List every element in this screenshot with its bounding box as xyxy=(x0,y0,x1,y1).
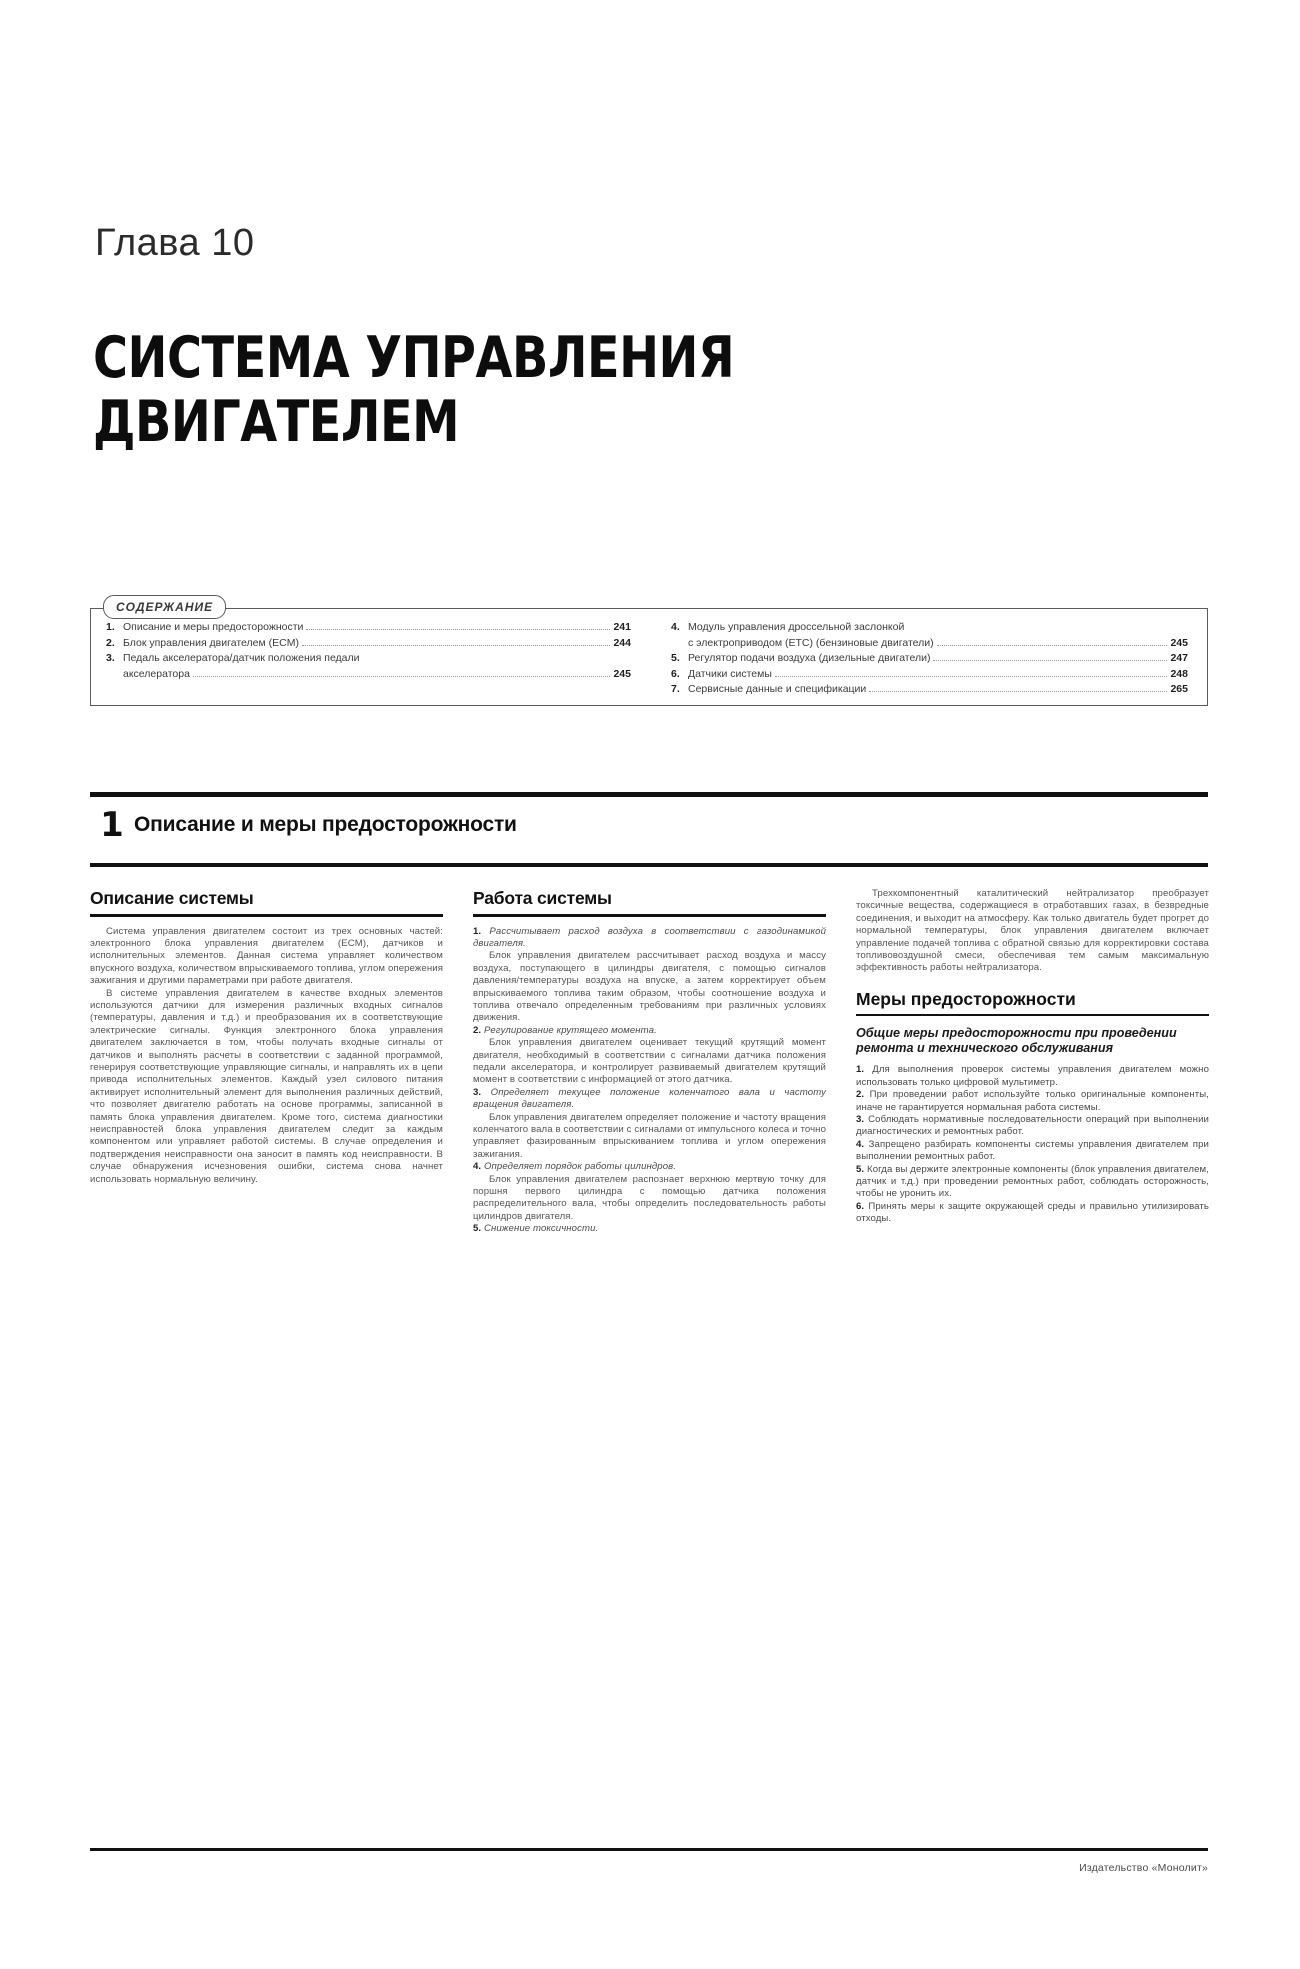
column-1-heading-rule xyxy=(90,914,443,917)
column-3-subheading: Общие меры предосторожности при проведении ремонта и технического обслуживания xyxy=(856,1026,1177,1056)
toc-entry-number: 2. xyxy=(106,636,115,649)
toc-entry[interactable] xyxy=(106,651,631,667)
toc-entry-page: 265 xyxy=(1170,683,1188,695)
toc-entry-label: с электроприводом (ETC) (бензиновые двигатели) xyxy=(688,636,934,649)
toc-entry[interactable] xyxy=(106,620,631,636)
toc-entry-leader xyxy=(306,629,610,630)
toc-entry[interactable] xyxy=(671,636,1188,652)
page-title-line-1: СИСТЕМА УПРАВЛЕНИЯ xyxy=(93,325,735,391)
numbered-item: 1. Для выполнения проверок системы управления двигателем можно использовать только цифровой мультиметр. xyxy=(856,1064,1210,1088)
table-of-contents xyxy=(90,620,1208,710)
toc-entry-leader xyxy=(775,676,1168,677)
toc-entry-leader xyxy=(937,645,1168,646)
footer-publisher: Издательство «Монолит» xyxy=(1079,1862,1208,1874)
column-3-heading-rule xyxy=(856,1014,1209,1017)
numbered-item: 6. Принять меры к защите окружающей среды и правильно утилизировать отходы. xyxy=(856,1200,1209,1225)
toc-entry-number: 6. xyxy=(671,667,680,680)
body-column-2 xyxy=(473,888,826,1828)
toc-entry-label: Педаль акселератора/датчик положения педали xyxy=(123,652,360,664)
numbered-item: 3. Определяет текущее положение коленчатого вала и частоту вращения двигателя. xyxy=(473,1086,826,1111)
numbered-item: 5. Когда вы держите электронные компоненты (блок управления двигателем, датчик и т.д.) при проведении ремонтных работ, соблюдать осторожность, чтобы не уронить их. xyxy=(856,1163,1209,1200)
numbered-item: 3. Соблюдать нормативные последовательности операций при выполнении диагностических и ремонтных работ. xyxy=(856,1113,1209,1138)
body-column-1 xyxy=(90,888,443,1828)
page-title xyxy=(93,327,874,455)
numbered-item-title: Снижение токсичности. xyxy=(483,1223,599,1235)
column-3-heading: Меры предосторожности xyxy=(856,988,1076,1009)
toc-entry[interactable] xyxy=(671,620,1188,636)
body-paragraph: Блок управления двигателем оценивает текущий крутящий момент двигателя, необходимый в соответствии с сигналами датчика положения педали акселератора, и контролирует развиваемый двигателем крутящий момент в соответствии с информацией от этого датчика. xyxy=(473,1037,826,1086)
numbered-item-title: Определяет порядок работы цилиндров. xyxy=(483,1161,677,1173)
table-of-contents-badge-label: СОДЕРЖАНИЕ xyxy=(116,600,214,614)
body-paragraph: Система управления двигателем состоит из трех основных частей: электронного блока управления двигателем (ECM), датчиков и исполнительных элементов. Данная система управляет количеством впускного воздуха, количеством впрыскиваемого топлива, углом опережения зажигания и другими параметрами при работе двигателя. xyxy=(90,925,443,987)
numbered-item-title: Определяет текущее положение коленчатого вала и частоту вращения двигателя. xyxy=(473,1086,826,1111)
toc-entry-number: 7. xyxy=(671,683,680,695)
toc-entry-page: 248 xyxy=(1170,667,1188,680)
page-title-line-2: ДВИГАТЕЛЕМ xyxy=(93,388,460,455)
section-title: Описание и меры предосторожности xyxy=(134,813,517,836)
toc-entry-page: 244 xyxy=(613,636,631,649)
toc-entry-leader xyxy=(869,691,1167,692)
toc-entry[interactable] xyxy=(106,636,631,652)
numbered-item: 4. Запрещено разбирать компоненты системы управления двигателем при выполнении ремонтных работ. xyxy=(856,1138,1209,1163)
numbered-item-title: Рассчитывает расход воздуха в соответствии с газодинамикой двигателя. xyxy=(473,925,826,949)
toc-entry-number: 3. xyxy=(106,652,115,664)
numbered-item: 2. При проведении работ используйте только оригинальные компоненты, иначе не гарантируется нормальная работа системы. xyxy=(856,1089,1210,1113)
toc-entry-label: Описание и меры предосторожности xyxy=(123,621,304,633)
toc-entry-number: 1. xyxy=(106,621,115,633)
toc-entry[interactable] xyxy=(671,682,1188,698)
toc-entry-leader xyxy=(933,660,1167,661)
toc-entry-page: 245 xyxy=(613,667,631,680)
numbered-item: 4. Определяет порядок работы цилиндров. xyxy=(473,1161,677,1173)
footer-divider xyxy=(90,1848,1208,1851)
chapter-label: Глава 10 xyxy=(95,222,255,264)
column-3-intro: Трехкомпонентный каталитический нейтрализатор преобразует токсичные вещества, содержащиеся в отработавших газах, в безвредные соединения, и выходит на атмосферу. Как только двигатель будет прогрет до нормальной температуры, блок управления двигателем включает управление подачей топлива с обратной связью для корректировки состава топливовоздушной смеси, обеспечивая тем самым максимальную эффективность работы нейтрализатора. xyxy=(856,888,1209,974)
table-of-contents-badge xyxy=(103,595,226,619)
toc-entry[interactable] xyxy=(671,667,1188,683)
toc-entry[interactable] xyxy=(671,651,1188,667)
toc-entry[interactable] xyxy=(106,667,631,683)
section-divider-bottom xyxy=(90,863,1208,867)
body-paragraph: Блок управления двигателем рассчитывает расход воздуха и массу воздуха, поступающего в цилиндры двигателя, с помощью сигналов давления/температуры воздуха на впуске, а затем корректирует объем впрыскиваемого топлива таким образом, чтобы соотношение воздуха и топлива отвечало определенным требованиям при различных условиях движения. xyxy=(473,950,826,1024)
toc-entry-label: Сервисные данные и спецификации xyxy=(688,683,867,695)
toc-entry-number: 4. xyxy=(671,621,680,633)
toc-entry-leader xyxy=(302,645,611,646)
toc-entry-label: акселератора xyxy=(123,667,190,680)
numbered-item: 5. Снижение токсичности. xyxy=(473,1223,599,1235)
toc-column-left xyxy=(106,620,649,710)
body-column-3 xyxy=(856,888,1209,1828)
section-header xyxy=(90,802,1208,848)
section-number: 1 xyxy=(100,805,124,845)
numbered-item: 1. Рассчитывает расход воздуха в соответствии с газодинамикой двигателя. xyxy=(473,925,826,949)
body-paragraph: Блок управления двигателем определяет положение и частоту вращения коленчатого вала в соответствии с сигналами от импульсного колеса и точно управляет фазированным впрыскиванием топлива и углом опережения зажигания. xyxy=(473,1111,826,1160)
toc-entry-label: Модуль управления дроссельной заслонкой xyxy=(688,621,905,633)
toc-entry-page: 247 xyxy=(1170,652,1188,664)
toc-entry-number: 5. xyxy=(671,652,680,664)
body-columns xyxy=(90,888,1208,1828)
toc-entry-label: Регулятор подачи воздуха (дизельные двигатели) xyxy=(688,652,931,664)
column-1-heading: Описание системы xyxy=(90,888,254,908)
toc-entry-page: 241 xyxy=(613,621,631,633)
toc-entry-label: Блок управления двигателем (ECM) xyxy=(123,636,299,649)
body-paragraph: Блок управления двигателем распознает верхнюю мертвую точку для поршня первого цилиндра с помощью датчика положения распределительного вала, чтобы определить последовательность работы цилиндров двигателя. xyxy=(473,1173,826,1222)
toc-column-right xyxy=(649,620,1192,710)
toc-entry-label: Датчики системы xyxy=(688,667,772,680)
column-2-heading-rule xyxy=(473,914,826,917)
numbered-item: 2. Регулирование крутящего момента. xyxy=(473,1024,657,1036)
toc-entry-leader xyxy=(193,676,611,677)
body-paragraph: В системе управления двигателем в качестве входных элементов используются датчики для измерения различных входных сигналов (температуры, давления и т.д.) и преобразования их в соответствующие электрические сигналы. Функция электронного блока управления двигателем заключается в том, чтобы получать входные сигналы от датчиков и выполнять расчеты в соответствии с заданной программой, генерируя соответствующие управляющие сигналы, и направлять их в цепи привода исполнительных элементов. Каждый узел силового питания активирует исполнительный элемент для выполнения различных действий, что позволяет двигателю работать на основе программы, записанной в память блока управления двигателем. Кроме того, система диагностики неисправностей блока управления двигателем следит за каждым компонентом или управляет работой системы. В случае определения и подтверждения неисправности она заносит в память код неисправности. В случае обнаружения исчезновения ошибки, система снова начнет использовать нормальную величину. xyxy=(90,987,443,1185)
numbered-item-title: Регулирование крутящего момента. xyxy=(483,1024,657,1036)
toc-entry-page: 245 xyxy=(1170,636,1188,649)
column-2-heading: Работа системы xyxy=(473,888,612,908)
section-divider-top xyxy=(90,792,1208,797)
